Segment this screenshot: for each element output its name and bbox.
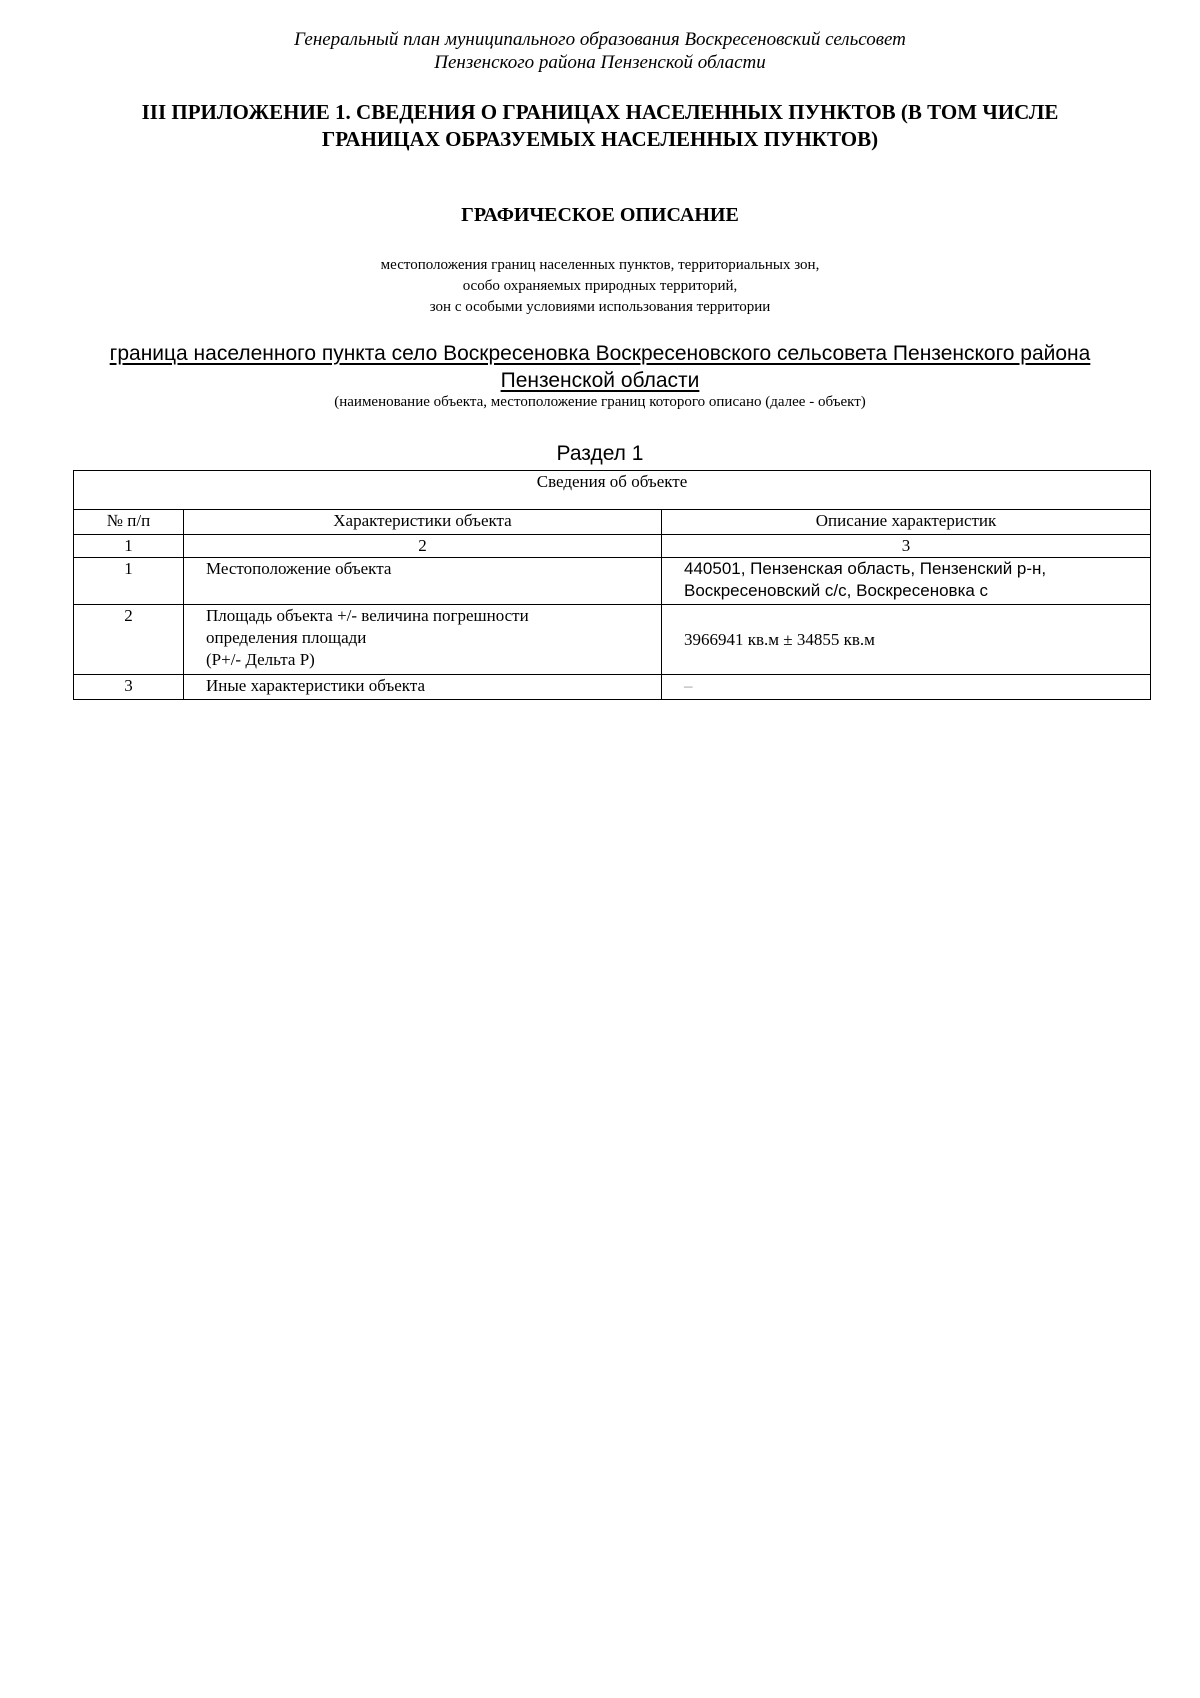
description-line-3: зон с особыми условиями использования территории [429,299,771,315]
table-row [74,605,1151,675]
row-number: 3 [74,675,184,700]
row-number: 2 [74,605,184,675]
object-name-line-1 [0,340,1200,367]
running-header-line-1: Генеральный план муниципального образования Воскресеновский сельсовет [294,29,906,50]
appendix-title-line-2: ГРАНИЦАХ ОБРАЗУЕМЫХ НАСЕЛЕННЫХ ПУНКТОВ) [321,127,879,151]
table-header-row [74,510,1151,535]
description-line-2: особо охраняемых природных территорий, [462,278,738,294]
section-title: Раздел 1 [556,442,644,465]
table-row [74,558,1151,605]
description-line-1: местоположения границ населенных пунктов, территориальных зон, [380,257,820,273]
object-name-line-2 [0,367,1200,394]
column-number-2: 2 [184,535,662,558]
row-characteristic [184,605,662,675]
row-number: 1 [74,558,184,605]
row-characteristic: Иные характеристики объекта [184,675,662,700]
row-description: 3966941 кв.м ± 34855 кв.м [662,605,1151,675]
table-column-numbers-row [74,535,1151,558]
row-characteristic: Местоположение объекта [184,558,662,605]
graphic-description-heading: ГРАФИЧЕСКОЕ ОПИСАНИЕ [461,204,739,226]
row-description-line-1: 440501, Пензенская область, Пензенский р-н, [684,559,1047,578]
column-number-1: 1 [74,535,184,558]
row-characteristic-line-2: определения площади [206,628,367,647]
row-characteristic-line-1: Площадь объекта +/- величина погрешности [206,606,529,625]
table-caption-row [74,471,1151,510]
row-characteristic-line-3: (Р+/- Дельта Р) [206,650,315,669]
object-caption: (наименование объекта, местоположение границ которого описано (далее - объект) [334,394,866,410]
table-row [74,675,1151,700]
header-characteristic: Характеристики объекта [184,510,662,535]
table-caption: Сведения об объекте [74,471,1151,510]
running-header-line-2: Пензенского района Пензенской области [434,52,766,73]
row-description: – [662,675,1151,700]
row-description-line-2: Воскресеновский с/с, Воскресеновка с [684,581,989,600]
column-number-3: 3 [662,535,1151,558]
header-description: Описание характеристик [662,510,1151,535]
object-info-table [73,470,1151,700]
object-name-text-1: граница населенного пункта село Воскресеновка Воскресеновского сельсовета Пензенского района [109,342,1091,365]
appendix-title-line-1: III ПРИЛОЖЕНИЕ 1. СВЕДЕНИЯ О ГРАНИЦАХ НАСЕЛЕННЫХ ПУНКТОВ (В ТОМ ЧИСЛЕ [141,100,1059,124]
row-description [662,558,1151,605]
object-name-text-2: Пензенской области [500,369,700,392]
header-number: № п/п [74,510,184,535]
